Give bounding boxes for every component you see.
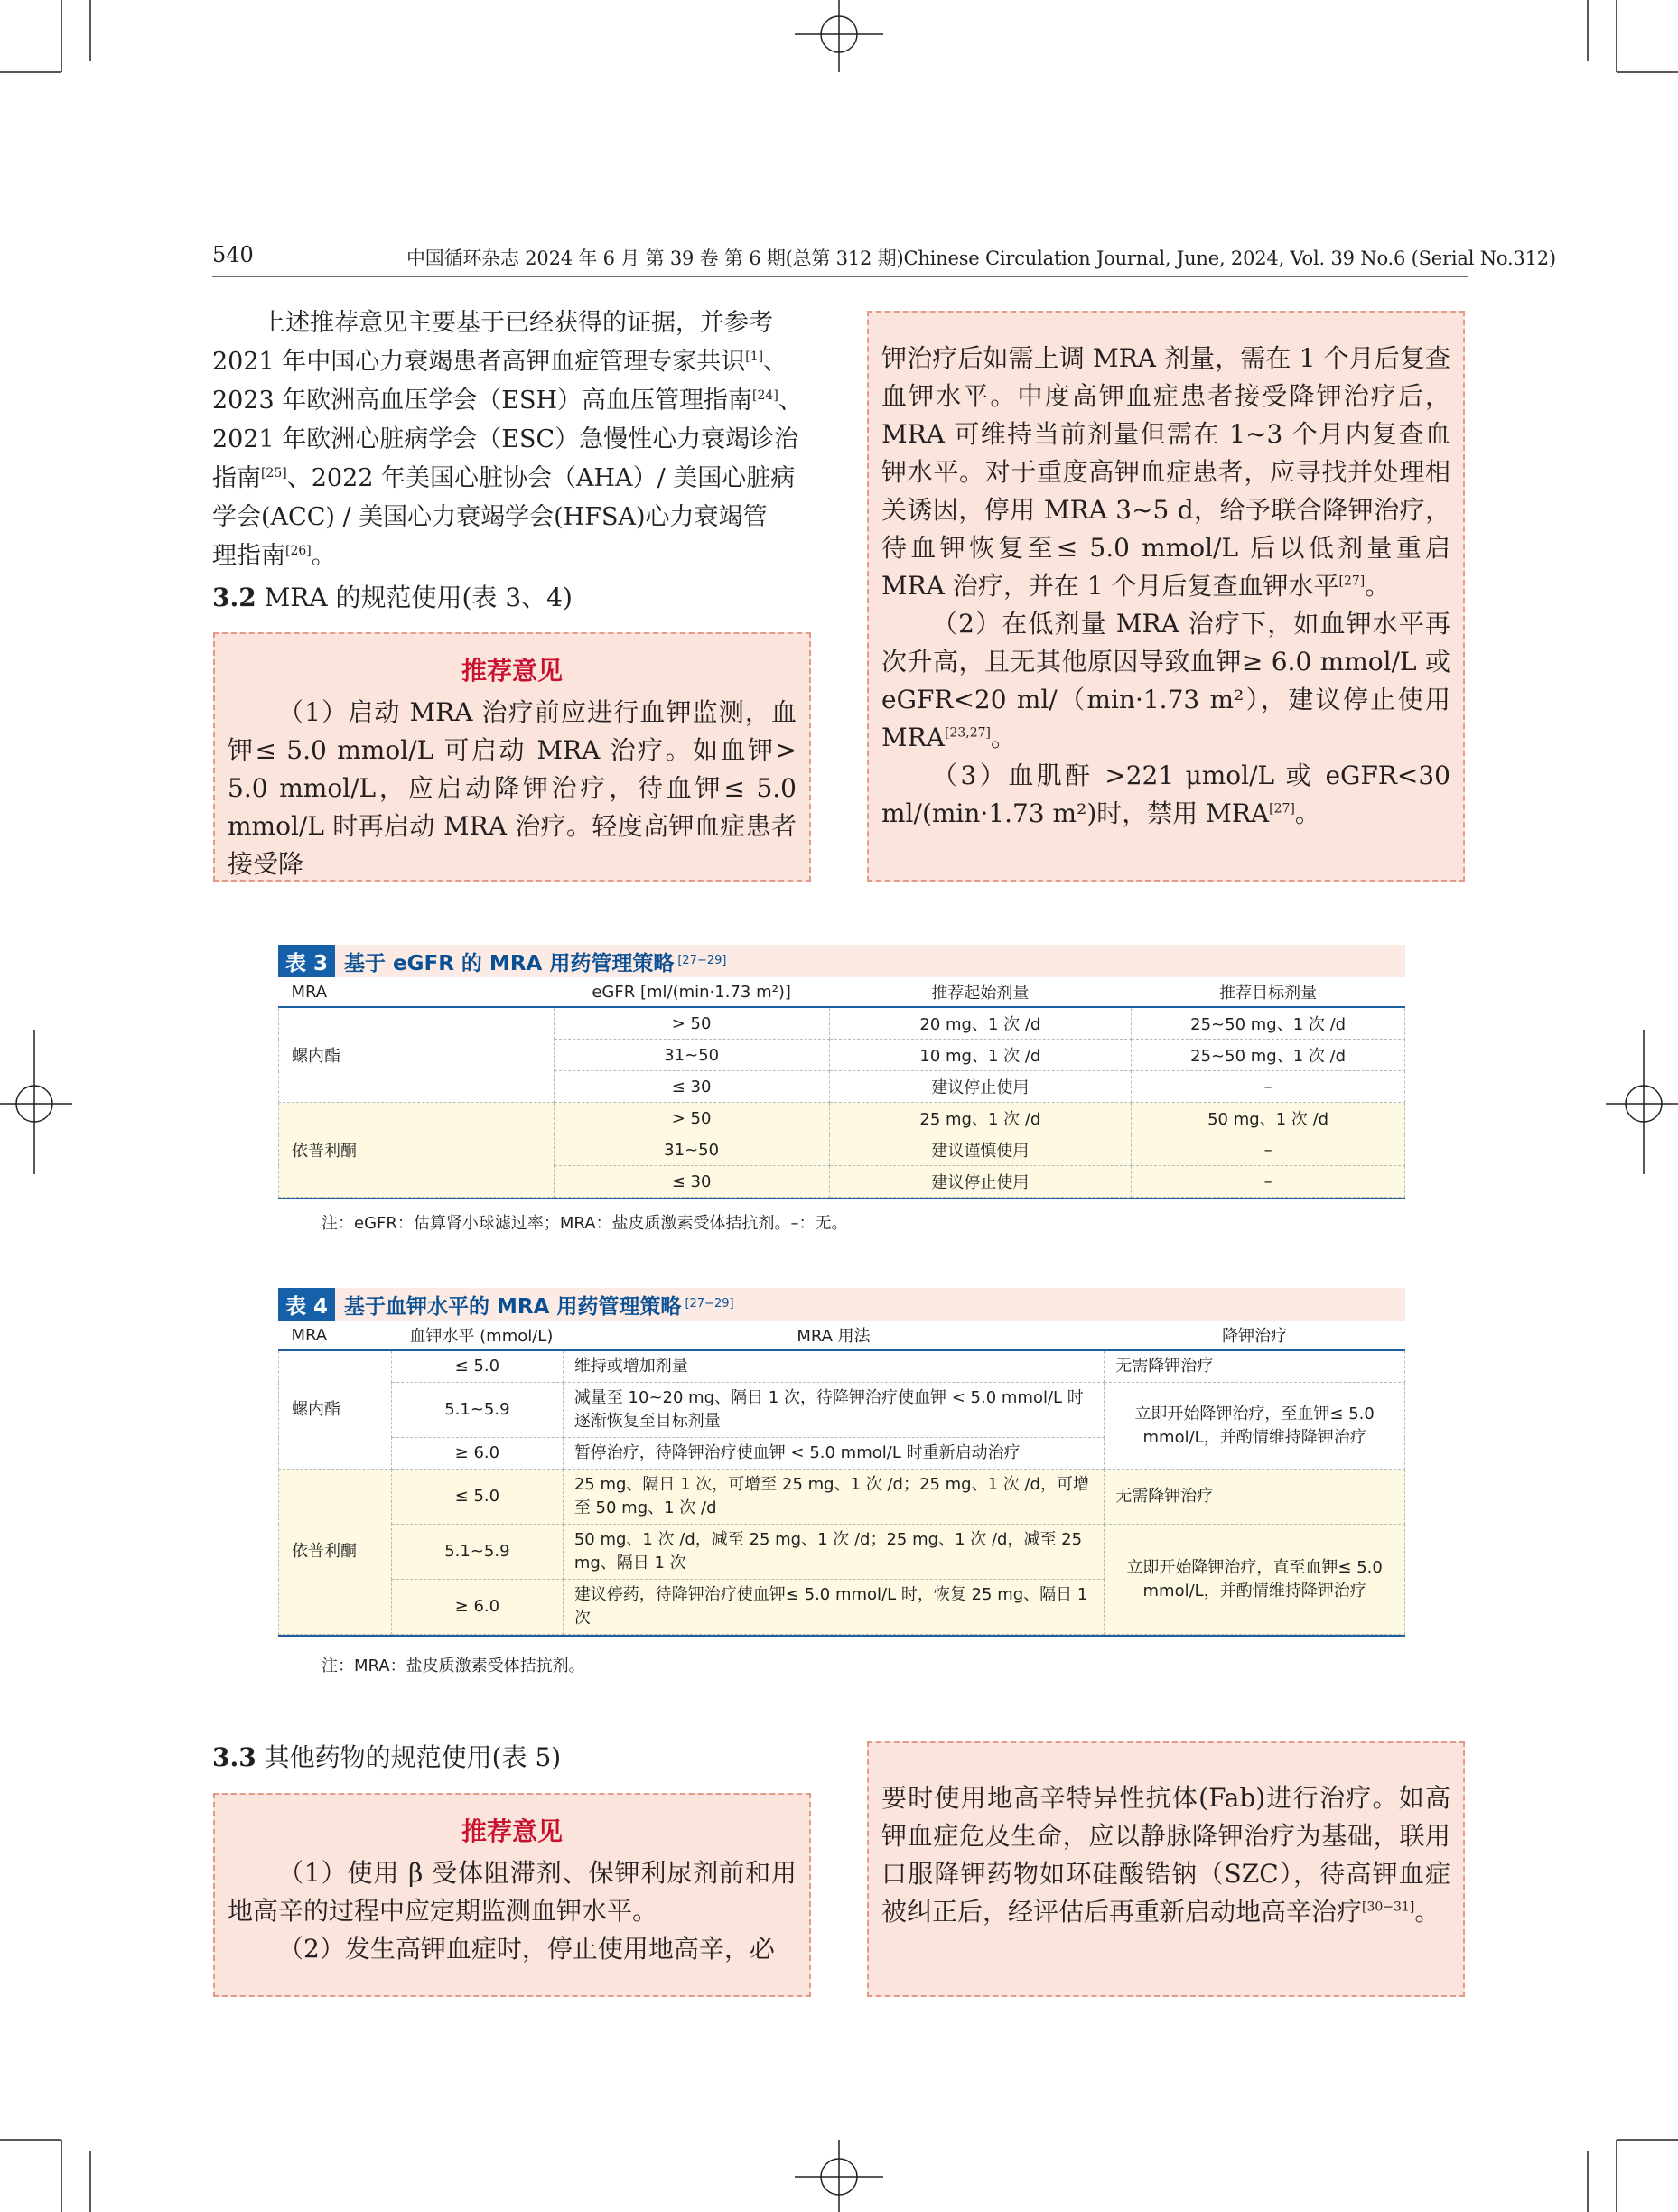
punct: 。 bbox=[1365, 571, 1391, 601]
column-header: 血钾水平 (mmol/L) bbox=[391, 1321, 563, 1350]
table-title: 基于 eGFR 的 MRA 用药管理策略 bbox=[344, 951, 675, 975]
section-heading-3-2 bbox=[212, 578, 573, 614]
table-cell: 31~50 bbox=[554, 1134, 829, 1166]
citation: [24] bbox=[752, 388, 778, 403]
intro-line: 指南 bbox=[212, 464, 261, 492]
column-header: 推荐目标剂量 bbox=[1132, 977, 1405, 1007]
table-cell: 立即开始降钾治疗，至血钾≤ 5.0 mmol/L，并酌情维持降钾治疗 bbox=[1105, 1383, 1405, 1470]
table-cell: 5.1~5.9 bbox=[391, 1383, 563, 1438]
drug-cell: 依普利酮 bbox=[279, 1470, 392, 1635]
recommendation-title: 推荐意见 bbox=[461, 1816, 563, 1846]
rec-text: （3）血肌酐 >221 μmol/L 或 eGFR<30 ml/(min·1.73 m²)时，禁用 MRA bbox=[881, 761, 1450, 828]
intro-line: 2021 年欧洲心脏病学会（ESC）急慢性心力衰竭诊治 bbox=[212, 425, 799, 453]
table-3 bbox=[278, 945, 1405, 1199]
column-header: MRA bbox=[279, 977, 555, 1007]
drug-cell: 依普利酮 bbox=[279, 1103, 555, 1198]
table-row bbox=[279, 1525, 1405, 1580]
punct: 、 bbox=[763, 348, 788, 376]
page-number: 540 bbox=[212, 242, 254, 267]
column-header: 推荐起始剂量 bbox=[829, 977, 1132, 1007]
intro-paragraph bbox=[212, 303, 813, 575]
punct: 、 bbox=[778, 387, 803, 415]
punct: 。 bbox=[991, 723, 1017, 752]
rec-text: 钾治疗后如需上调 MRA 剂量，需在 1 个月后复查血钾水平。中度高钾血症患者接受降钾治疗后，MRA 可维持当前剂量但需在 1~3 个月内复查血钾水平。对于重度高钾血症患者，应寻找并处理相关诱因，停用 MRA 3~5 d，给予联合降钾治疗，待血钾恢复至≤ 5.0 mmol/L 后以低剂量重启 MRA 治疗，并在 1 个月后复查血钾水平 bbox=[881, 343, 1450, 601]
table-cell: 5.1~5.9 bbox=[391, 1525, 563, 1580]
column-header: 降钾治疗 bbox=[1105, 1321, 1405, 1350]
intro-line: 、2022 年美国心脏协会（AHA）/ 美国心脏病 bbox=[286, 464, 796, 492]
table-row bbox=[279, 1007, 1405, 1040]
table-cell: 20 mg、1 次 /d bbox=[829, 1007, 1132, 1040]
table-header-row bbox=[279, 1321, 1405, 1350]
table-cell: ≤ 5.0 bbox=[391, 1350, 563, 1383]
table-4 bbox=[278, 1288, 1405, 1637]
table-cell: 25 mg、隔日 1 次，可增至 25 mg、1 次 /d；25 mg、1 次 /d，可增至 50 mg、1 次 /d bbox=[563, 1470, 1104, 1525]
recommendation-text bbox=[881, 1779, 1450, 1931]
table-cell: 25~50 mg、1 次 /d bbox=[1132, 1007, 1405, 1040]
table-cell: 25~50 mg、1 次 /d bbox=[1132, 1040, 1405, 1071]
recommendation-text: （1）使用 β 受体阻滞剂、保钾利尿剂前和用地高辛的过程中应定期监测血钾水平。 bbox=[228, 1858, 797, 1926]
citation: [1] bbox=[745, 350, 764, 364]
intro-line: 2023 年欧洲高血压学会（ESH）高血压管理指南 bbox=[212, 387, 753, 415]
column-header: eGFR [ml/(min·1.73 m²)] bbox=[554, 977, 829, 1007]
table-bottom-rule bbox=[278, 1635, 1405, 1637]
table-cell: 25 mg、1 次 /d bbox=[829, 1103, 1132, 1134]
table-cell: ≥ 6.0 bbox=[391, 1438, 563, 1470]
table-caption: 表 4 基于血钾水平的 MRA 用药管理策略 [27−29] bbox=[278, 1288, 1405, 1321]
table-cell: – bbox=[1132, 1071, 1405, 1103]
recommendation-text bbox=[881, 605, 1450, 757]
table-cell: – bbox=[1132, 1134, 1405, 1166]
table-cell: 无需降钾治疗 bbox=[1105, 1470, 1405, 1525]
table-row bbox=[279, 1350, 1405, 1383]
recommendation-text bbox=[881, 340, 1450, 605]
table-cell: ≥ 6.0 bbox=[391, 1580, 563, 1635]
recommendation-title: 推荐意见 bbox=[461, 656, 563, 686]
section-number: 3.3 bbox=[212, 1742, 256, 1772]
table-4-grid bbox=[278, 1321, 1405, 1635]
drug-cell: 螺内酯 bbox=[279, 1007, 555, 1103]
recommendation-box bbox=[213, 1793, 811, 1997]
table-cell: – bbox=[1132, 1166, 1405, 1198]
table-row bbox=[279, 1470, 1405, 1525]
recommendation-box bbox=[213, 632, 811, 882]
section-title: 其他药物的规范使用(表 5) bbox=[264, 1742, 562, 1772]
header-rule bbox=[212, 276, 1468, 277]
table-cell: 50 mg、1 次 /d bbox=[1132, 1103, 1405, 1134]
section-number: 3.2 bbox=[212, 583, 256, 612]
table-cell: 暂停治疗，待降钾治疗使血钾 < 5.0 mmol/L 时重新启动治疗 bbox=[563, 1438, 1104, 1470]
punct: 。 bbox=[1414, 1897, 1440, 1927]
table-label: 表 4 bbox=[278, 1288, 335, 1321]
citation: [23,27] bbox=[944, 725, 991, 741]
intro-line: 上述推荐意见主要基于已经获得的证据，并参考 bbox=[261, 309, 773, 337]
table-cell: 建议谨慎使用 bbox=[829, 1134, 1132, 1166]
recommendation-text: （1）启动 MRA 治疗前应进行血钾监测，血钾≤ 5.0 mmol/L 可启动 MRA 治疗。如血钾> 5.0 mmol/L，应启动降钾治疗，待血钾≤ 5.0 mmol/L 时再启动 MRA 治疗。轻度高钾血症患者接受降 bbox=[228, 697, 797, 879]
table-bottom-rule bbox=[278, 1198, 1405, 1199]
column-header: MRA bbox=[279, 1321, 392, 1350]
table-row bbox=[279, 1383, 1405, 1438]
table-cell: 10 mg、1 次 /d bbox=[829, 1040, 1132, 1071]
table-title: 基于血钾水平的 MRA 用药管理策略 bbox=[344, 1294, 682, 1319]
table-cell: > 50 bbox=[554, 1103, 829, 1134]
table-cell: 无需降钾治疗 bbox=[1105, 1350, 1405, 1383]
punct: 。 bbox=[1294, 798, 1320, 828]
table-header-row bbox=[279, 977, 1405, 1007]
table-cell: ≤ 30 bbox=[554, 1166, 829, 1198]
table-3-grid bbox=[278, 977, 1405, 1198]
punct: 。 bbox=[311, 542, 336, 570]
recommendation-text: （2）发生高钾血症时，停止使用地高辛，必 bbox=[278, 1934, 775, 1964]
table-cell: ≤ 30 bbox=[554, 1071, 829, 1103]
table-label: 表 3 bbox=[278, 945, 335, 977]
table-cell: > 50 bbox=[554, 1007, 829, 1040]
table-4-note: 注：MRA：盐皮质激素受体拮抗剂。 bbox=[322, 1657, 585, 1675]
intro-line: 2021 年中国心力衰竭患者高钾血症管理专家共识 bbox=[212, 348, 746, 376]
section-title: MRA 的规范使用(表 3、4) bbox=[264, 583, 573, 612]
table-cell: ≤ 5.0 bbox=[391, 1470, 563, 1525]
intro-line: 学会(ACC) / 美国心力衰竭学会(HFSA)心力衰竭管 bbox=[212, 503, 768, 531]
table-cell: 31~50 bbox=[554, 1040, 829, 1071]
table-3-note: 注：eGFR：估算肾小球滤过率；MRA：盐皮质激素受体拮抗剂。–：无。 bbox=[322, 1214, 848, 1233]
recommendation-box-continued bbox=[867, 311, 1465, 882]
table-cell: 减量至 10~20 mg、隔日 1 次，待降钾治疗使血钾 < 5.0 mmol/L 时逐渐恢复至目标剂量 bbox=[563, 1383, 1104, 1438]
citation: [27] bbox=[1269, 801, 1295, 817]
table-cell: 维持或增加剂量 bbox=[563, 1350, 1104, 1383]
citation: [26] bbox=[285, 544, 312, 558]
citation: [27] bbox=[1338, 574, 1366, 589]
intro-line: 理指南 bbox=[212, 542, 285, 570]
table-cell: 建议停药，待降钾治疗使血钾≤ 5.0 mmol/L 时，恢复 25 mg、隔日 1 次 bbox=[563, 1580, 1104, 1635]
section-heading-3-3 bbox=[212, 1738, 561, 1774]
drug-cell: 螺内酯 bbox=[279, 1350, 392, 1470]
rec-text: 要时使用地高辛特异性抗体(Fab)进行治疗。如高钾血症危及生命，应以静脉降钾治疗为基础，联用口服降钾药物如环硅酸锆钠（SZC），待高钾血症被纠正后，经评估后再重新启动地高辛治疗 bbox=[881, 1783, 1450, 1927]
table-cell: 建议停止使用 bbox=[829, 1166, 1132, 1198]
rec-text: （2）在低剂量 MRA 治疗下，如血钾水平再次升高，且无其他原因导致血钾≥ 6.0 mmol/L 或 eGFR<20 ml/（min·1.73 m²），建议停止使用 MRA bbox=[881, 609, 1450, 752]
table-cell: 立即开始降钾治疗，直至血钾≤ 5.0 mmol/L，并酌情维持降钾治疗 bbox=[1105, 1525, 1405, 1635]
table-cell: 建议停止使用 bbox=[829, 1071, 1132, 1103]
citation: [25] bbox=[261, 466, 287, 481]
running-head: 中国循环杂志 2024 年 6 月 第 39 卷 第 6 期(总第 312 期)Chinese Circulation Journal, June, 2024, Vol. 39 No.6 (Serial No.312) bbox=[406, 247, 1556, 269]
recommendation-box-continued bbox=[867, 1741, 1465, 1997]
column-header: MRA 用法 bbox=[563, 1321, 1104, 1350]
citation: [30−31] bbox=[1362, 1899, 1415, 1915]
table-row bbox=[279, 1103, 1405, 1134]
table-caption: 表 3 基于 eGFR 的 MRA 用药管理策略 [27−29] bbox=[278, 945, 1405, 977]
recommendation-text bbox=[881, 757, 1450, 833]
table-cell: 50 mg、1 次 /d，减至 25 mg、1 次 /d；25 mg、1 次 /d，减至 25 mg、隔日 1 次 bbox=[563, 1525, 1104, 1580]
